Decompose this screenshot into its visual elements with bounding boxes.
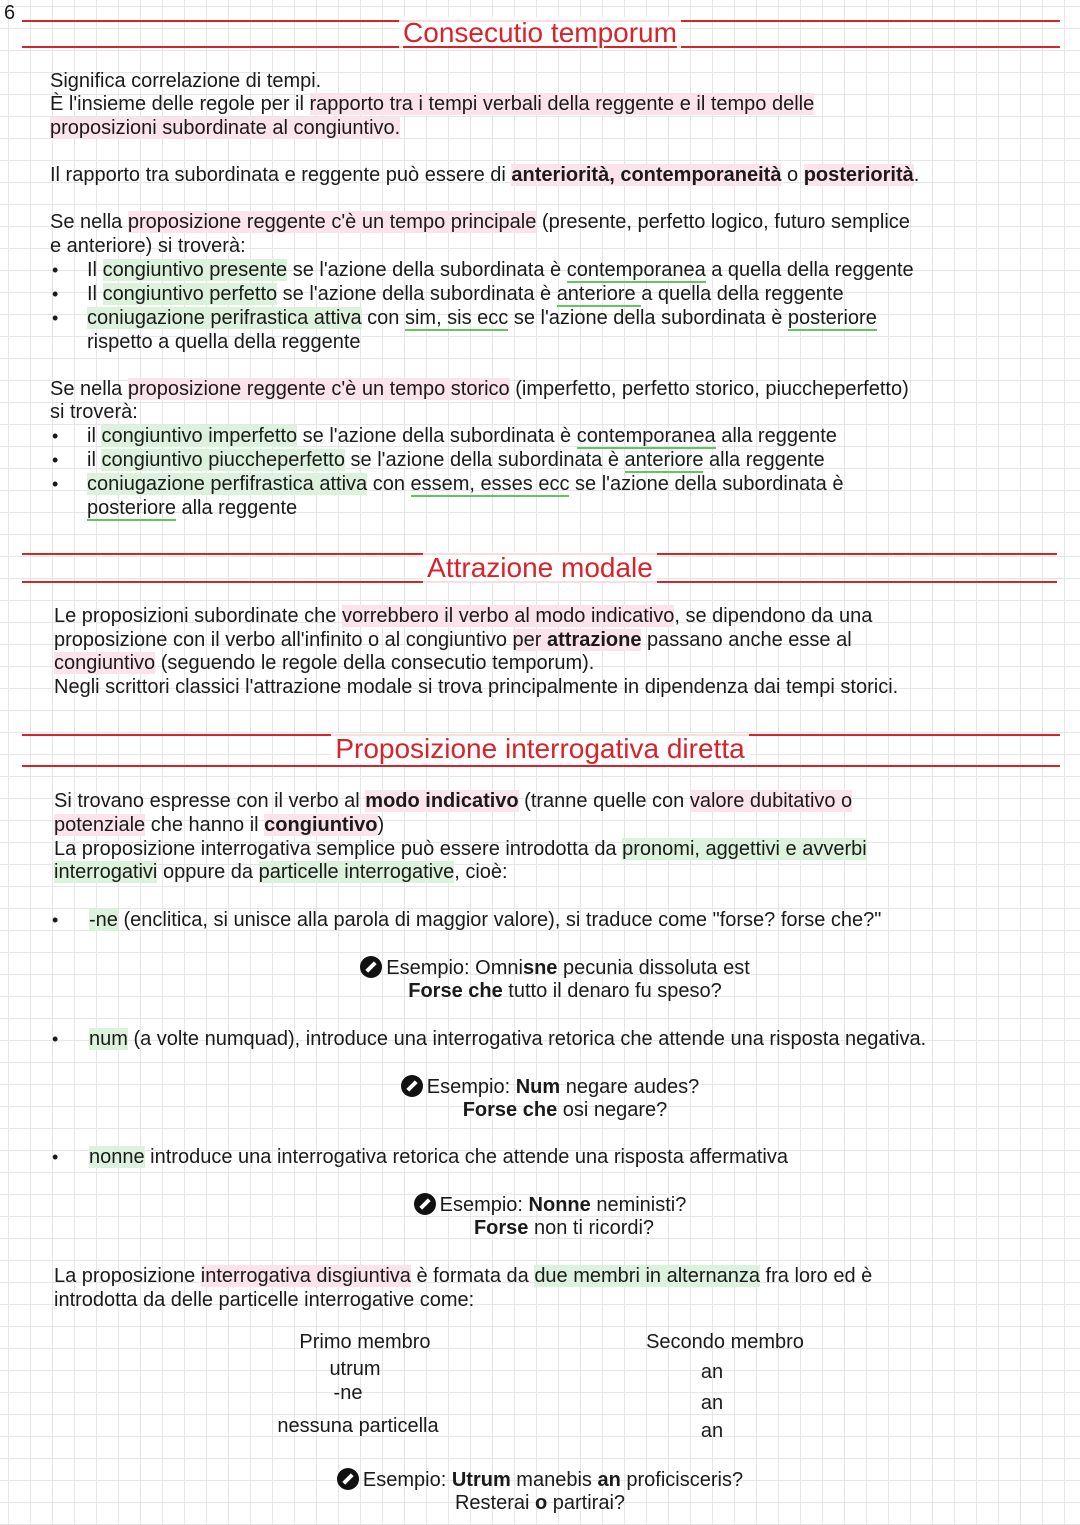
principale-line: Se nella proposizione reggente c'è un tempo principale (presente, perfetto logico, futuro semplice: [50, 211, 910, 233]
list-item-ne: -ne (enclitica, si unisce alla parola di maggior valore), si traduce come "forse? forse che?": [89, 909, 882, 931]
section-title-attrazione: Attrazione modale: [0, 552, 1080, 584]
bullet: •: [52, 308, 59, 328]
list-item-continuation: rispetto a quella della reggente: [87, 331, 361, 353]
table-header-secondo: Secondo membro: [646, 1331, 804, 1353]
storico-line: Se nella proposizione reggente c'è un tempo storico (imperfetto, perfetto storico, piuccheperfetto): [50, 378, 909, 400]
bullet: •: [52, 450, 59, 470]
example-1-translation: Forse che tutto il denaro fu speso?: [408, 980, 722, 1002]
bullet: •: [52, 1147, 59, 1167]
pencil-icon: [360, 956, 382, 978]
interrogativa-line: La proposizione interrogativa semplice può essere introdotta da pronomi, aggettivi e avverbi: [54, 838, 867, 860]
bullet: •: [52, 284, 59, 304]
table-cell: utrum: [329, 1358, 381, 1380]
section-title-consecutio: Consecutio temporum: [0, 17, 1080, 49]
bullet: •: [52, 910, 59, 930]
list-item: Il congiuntivo presente se l'azione della subordinata è contemporanea a quella della reggente: [87, 259, 914, 281]
list-item: coniugazione perifrastica attiva con sim, sis ecc se l'azione della subordinata è posteriore: [87, 307, 877, 329]
example-3: Esempio: Nonne neministi?: [0, 1193, 1080, 1218]
pencil-icon: [401, 1075, 423, 1097]
example-2-translation: Forse che osi negare?: [462, 1099, 668, 1121]
example-1: Esempio: Omnisne pecunia dissoluta est: [0, 956, 1080, 981]
attrazione-line: Le proposizioni subordinate che vorrebbero il verbo al modo indicativo, se dipendono da una: [54, 605, 873, 627]
bullet: •: [52, 1029, 59, 1049]
list-item-continuation: posteriore alla reggente: [87, 497, 298, 519]
bullet: •: [52, 474, 59, 494]
disgiuntiva-line: La proposizione interrogativa disgiuntiva è formata da due membri in alternanza fra loro ed è: [54, 1265, 873, 1287]
intro-line: proposizioni subordinate al congiuntivo.: [50, 117, 401, 139]
table-header-primo: Primo membro: [299, 1331, 431, 1353]
list-item: Il congiuntivo perfetto se l'azione della subordinata è anteriore a quella della reggente: [87, 283, 844, 305]
bullet: •: [52, 260, 59, 280]
list-item: il congiuntivo imperfetto se l'azione della subordinata è contemporanea alla reggente: [87, 425, 837, 447]
interrogativa-line: Si trovano espresse con il verbo al modo indicativo (tranne quelle con valore dubitativo o: [54, 790, 853, 812]
example-4-translation: Resterai o partirai?: [454, 1492, 626, 1514]
list-item-nonne: nonne introduce una interrogativa retorica che attende una risposta affermativa: [89, 1146, 788, 1168]
attrazione-line: Negli scrittori classici l'attrazione modale si trova principalmente in dipendenza dai tempi storici.: [54, 676, 899, 698]
list-item-num: num (a volte numquad), introduce una interrogativa retorica che attende una risposta negativa.: [89, 1028, 927, 1050]
list-item: il congiuntivo piuccheperfetto se l'azione della subordinata è anteriore alla reggente: [87, 449, 825, 471]
section-title-interrogativa: Proposizione interrogativa diretta: [0, 733, 1080, 765]
example-3-translation: Forse non ti ricordi?: [473, 1217, 655, 1239]
interrogativa-line: interrogativi oppure da particelle interrogative, cioè:: [54, 861, 508, 883]
attrazione-line: proposizione con il verbo all'infinito o al congiuntivo per attrazione passano anche esse al: [54, 629, 852, 651]
table-cell: an: [700, 1392, 724, 1414]
list-item: coniugazione perfifrastica attiva con essem, esses ecc se l'azione della subordinata è: [87, 473, 844, 495]
intro-line: Significa correlazione di tempi.: [50, 70, 322, 92]
table-cell: nessuna particella: [277, 1415, 439, 1437]
interrogativa-line: potenziale che hanno il congiuntivo): [54, 814, 385, 836]
attrazione-line: congiuntivo (seguendo le regole della consecutio temporum).: [54, 652, 595, 674]
storico-line: si troverà:: [50, 401, 138, 423]
table-cell: an: [700, 1361, 724, 1383]
page-number: 6: [4, 2, 16, 24]
intro-line: È l'insieme delle regole per il rapporto tra i tempi verbali della reggente e il tempo delle: [50, 93, 815, 115]
heading-rule-bottom: [22, 765, 1060, 767]
table-cell: -ne: [333, 1382, 363, 1404]
pencil-icon: [337, 1468, 359, 1490]
example-2: Esempio: Num negare audes?: [0, 1075, 1080, 1100]
pencil-icon: [414, 1193, 436, 1215]
bullet: •: [52, 426, 59, 446]
disgiuntiva-line: introdotta da delle particelle interrogative come:: [54, 1289, 475, 1311]
example-4: Esempio: Utrum manebis an proficisceris?: [0, 1468, 1080, 1493]
principale-line: e anteriore) si troverà:: [50, 235, 246, 257]
rapporto-line: Il rapporto tra subordinata e reggente può essere di anteriorità, contemporaneità o posteriorità.: [50, 164, 920, 186]
table-cell: an: [700, 1420, 724, 1442]
